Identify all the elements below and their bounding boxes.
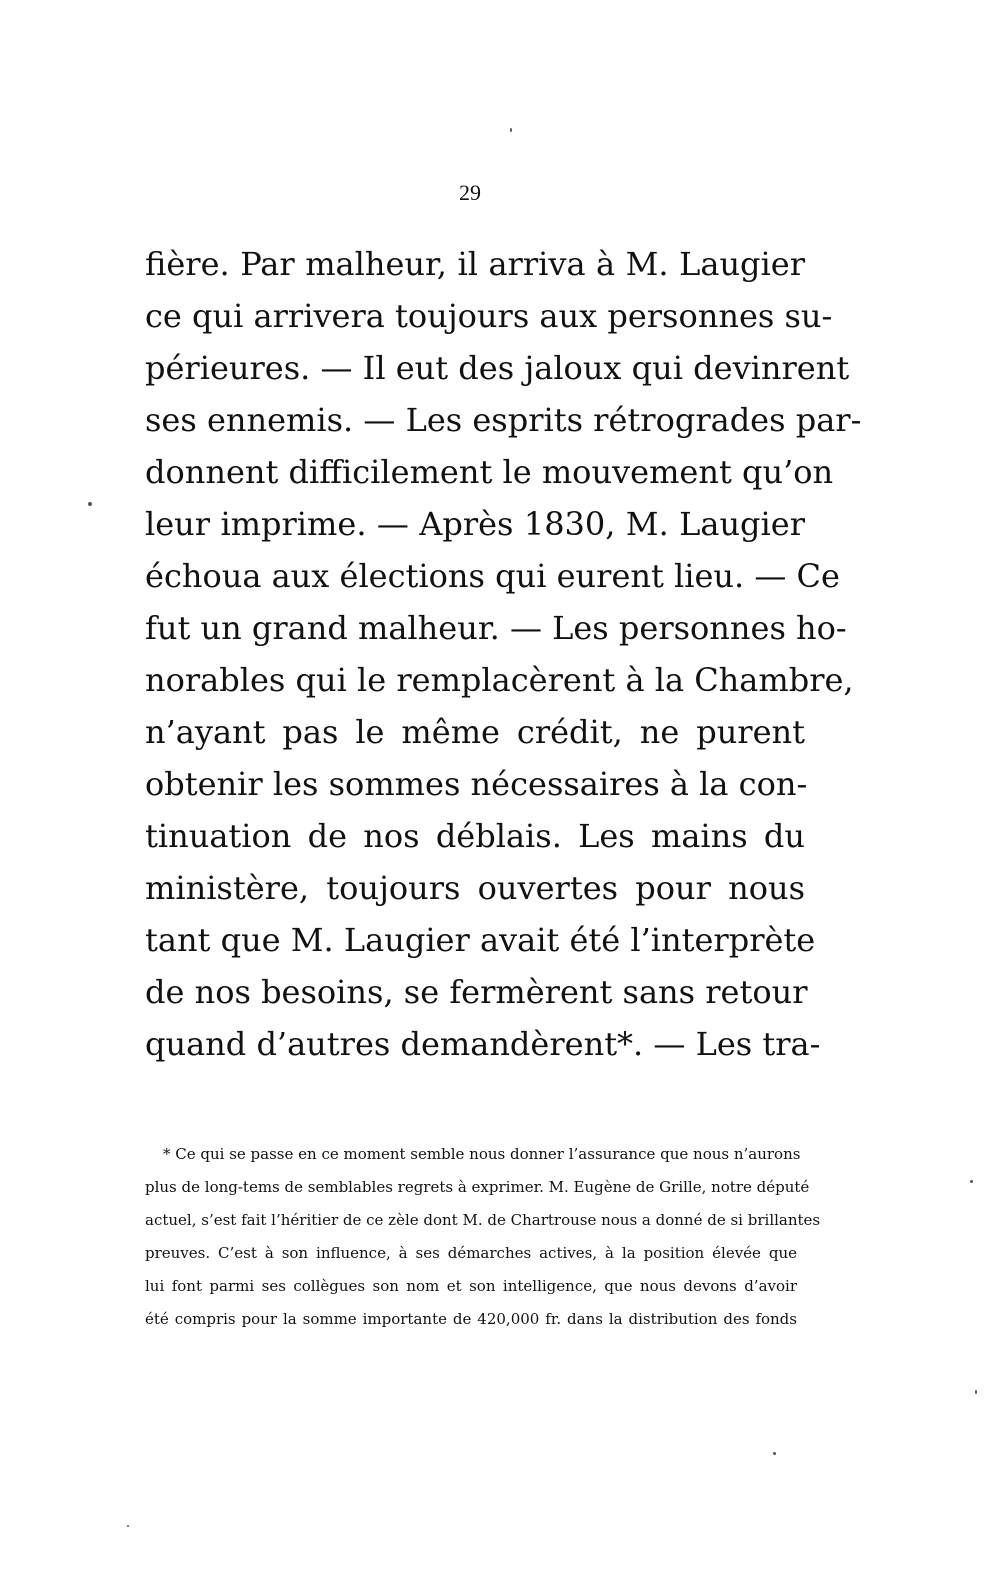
footnote-line: preuves. C’est à son influence, à ses démarches actives, à la position élevée que [145,1244,797,1262]
paper-speck [970,1180,973,1183]
body-line: tant que M. Laugier avait été l’interprète [145,921,816,959]
body-line: tinuation de nos déblais. Les mains du [145,817,805,855]
paper-speck [88,502,92,506]
body-line: ses ennemis. — Les esprits rétrogrades par- [145,401,862,439]
body-line: ce qui arrivera toujours aux personnes su- [145,297,833,335]
body-line: norables qui le remplacèrent à la Chambre, [145,661,854,699]
body-line: leur imprime. — Après 1830, M. Laugier [145,505,805,543]
body-line: de nos besoins, se fermèrent sans retour [145,973,808,1011]
page-number: 29 [459,180,481,205]
footnote-line: lui font parmi ses collègues son nom et son intelligence, que nous devons d’avoir [145,1277,797,1295]
body-line: obtenir les sommes nécessaires à la con- [145,765,808,803]
footnote-line: * Ce qui se passe en ce moment semble nous donner l’assurance que nous n’aurons [163,1145,801,1163]
body-line-last: quand d’autres demandèrent*. — Les tra- [145,1025,821,1063]
footnote-line: plus de long-tems de semblables regrets à exprimer. M. Eugène de Grille, notre député [145,1178,810,1196]
body-text [145,238,862,1070]
paper-speck [975,1390,977,1394]
paper-speck [127,1525,129,1527]
body-line: fut un grand malheur. — Les personnes ho- [145,609,847,647]
body-line: fière. Par malheur, il arriva à M. Laugier [145,245,805,283]
body-line: n’ayant pas le même crédit, ne purent [145,713,805,751]
body-line: ministère, toujours ouvertes pour nous [145,869,805,907]
footnote [145,1138,821,1336]
paper-speck [773,1452,776,1455]
body-line: donnent difficilement le mouvement qu’on [145,453,834,491]
paper-speck [510,128,512,132]
footnote-line-last: été compris pour la somme importante de 420,000 fr. dans la distribution des fonds [145,1310,797,1328]
body-line: échoua aux élections qui eurent lieu. — Ce [145,557,840,595]
footnote-line: actuel, s’est fait l’héritier de ce zèle dont M. de Chartrouse nous a donné de si brillantes [145,1211,821,1229]
body-line: périeures. — Il eut des jaloux qui devinrent [145,349,850,387]
